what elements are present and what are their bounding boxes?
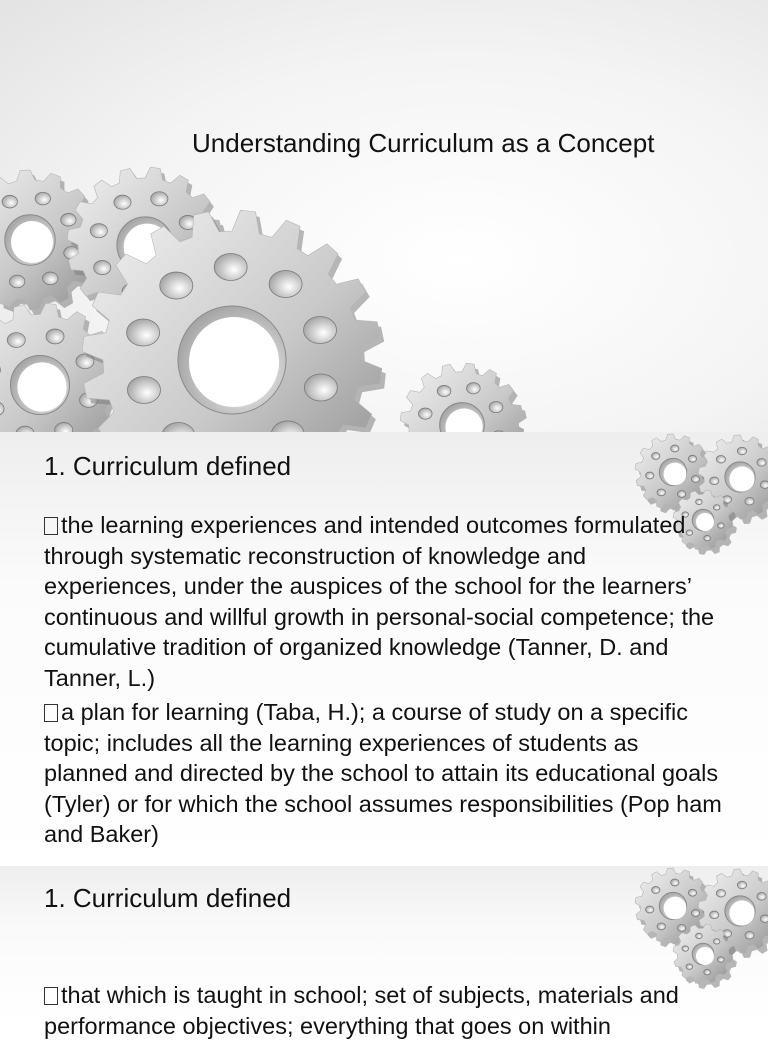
bullet-text: a plan for learning (Taba, H.); a course of study on a specific topic; includes all the learning experiences of students as planned and directed by the school to attain its educational goals (Tyler) or for which the school assumes responsibilities (Pop ham and Baker) — [44, 699, 722, 847]
slide-title: Understanding Curriculum as a Concept — [192, 126, 732, 160]
gears-icon — [0, 170, 540, 432]
content-slide-2 — [0, 866, 768, 1024]
bullet-icon — [44, 704, 58, 722]
slide-body — [44, 510, 724, 854]
bullet-paragraph — [44, 980, 724, 1041]
title-slide — [0, 0, 768, 432]
bullet-icon — [44, 517, 58, 535]
slide-heading: 1. Curriculum defined — [44, 882, 291, 914]
bullet-paragraph — [44, 697, 724, 850]
bullet-text: the learning experiences and intended outcomes formulated through systematic reconstruction of knowledge and experiences, under the auspices of the school for the learners’ continuous and willful growth in personal-social competence; the cumulative tradition of organized knowledge (Tanner, D. and Tanner, L.) — [44, 512, 714, 691]
bullet-paragraph — [44, 510, 724, 693]
bullet-text: that which is taught in school; set of subjects, materials and performance objectives; everything that goes on within — [44, 982, 679, 1039]
content-slide-1 — [0, 432, 768, 866]
slide-heading: 1. Curriculum defined — [44, 450, 291, 482]
bullet-icon — [44, 987, 58, 1005]
gears-icon — [628, 866, 768, 976]
slide-body — [44, 980, 724, 1045]
